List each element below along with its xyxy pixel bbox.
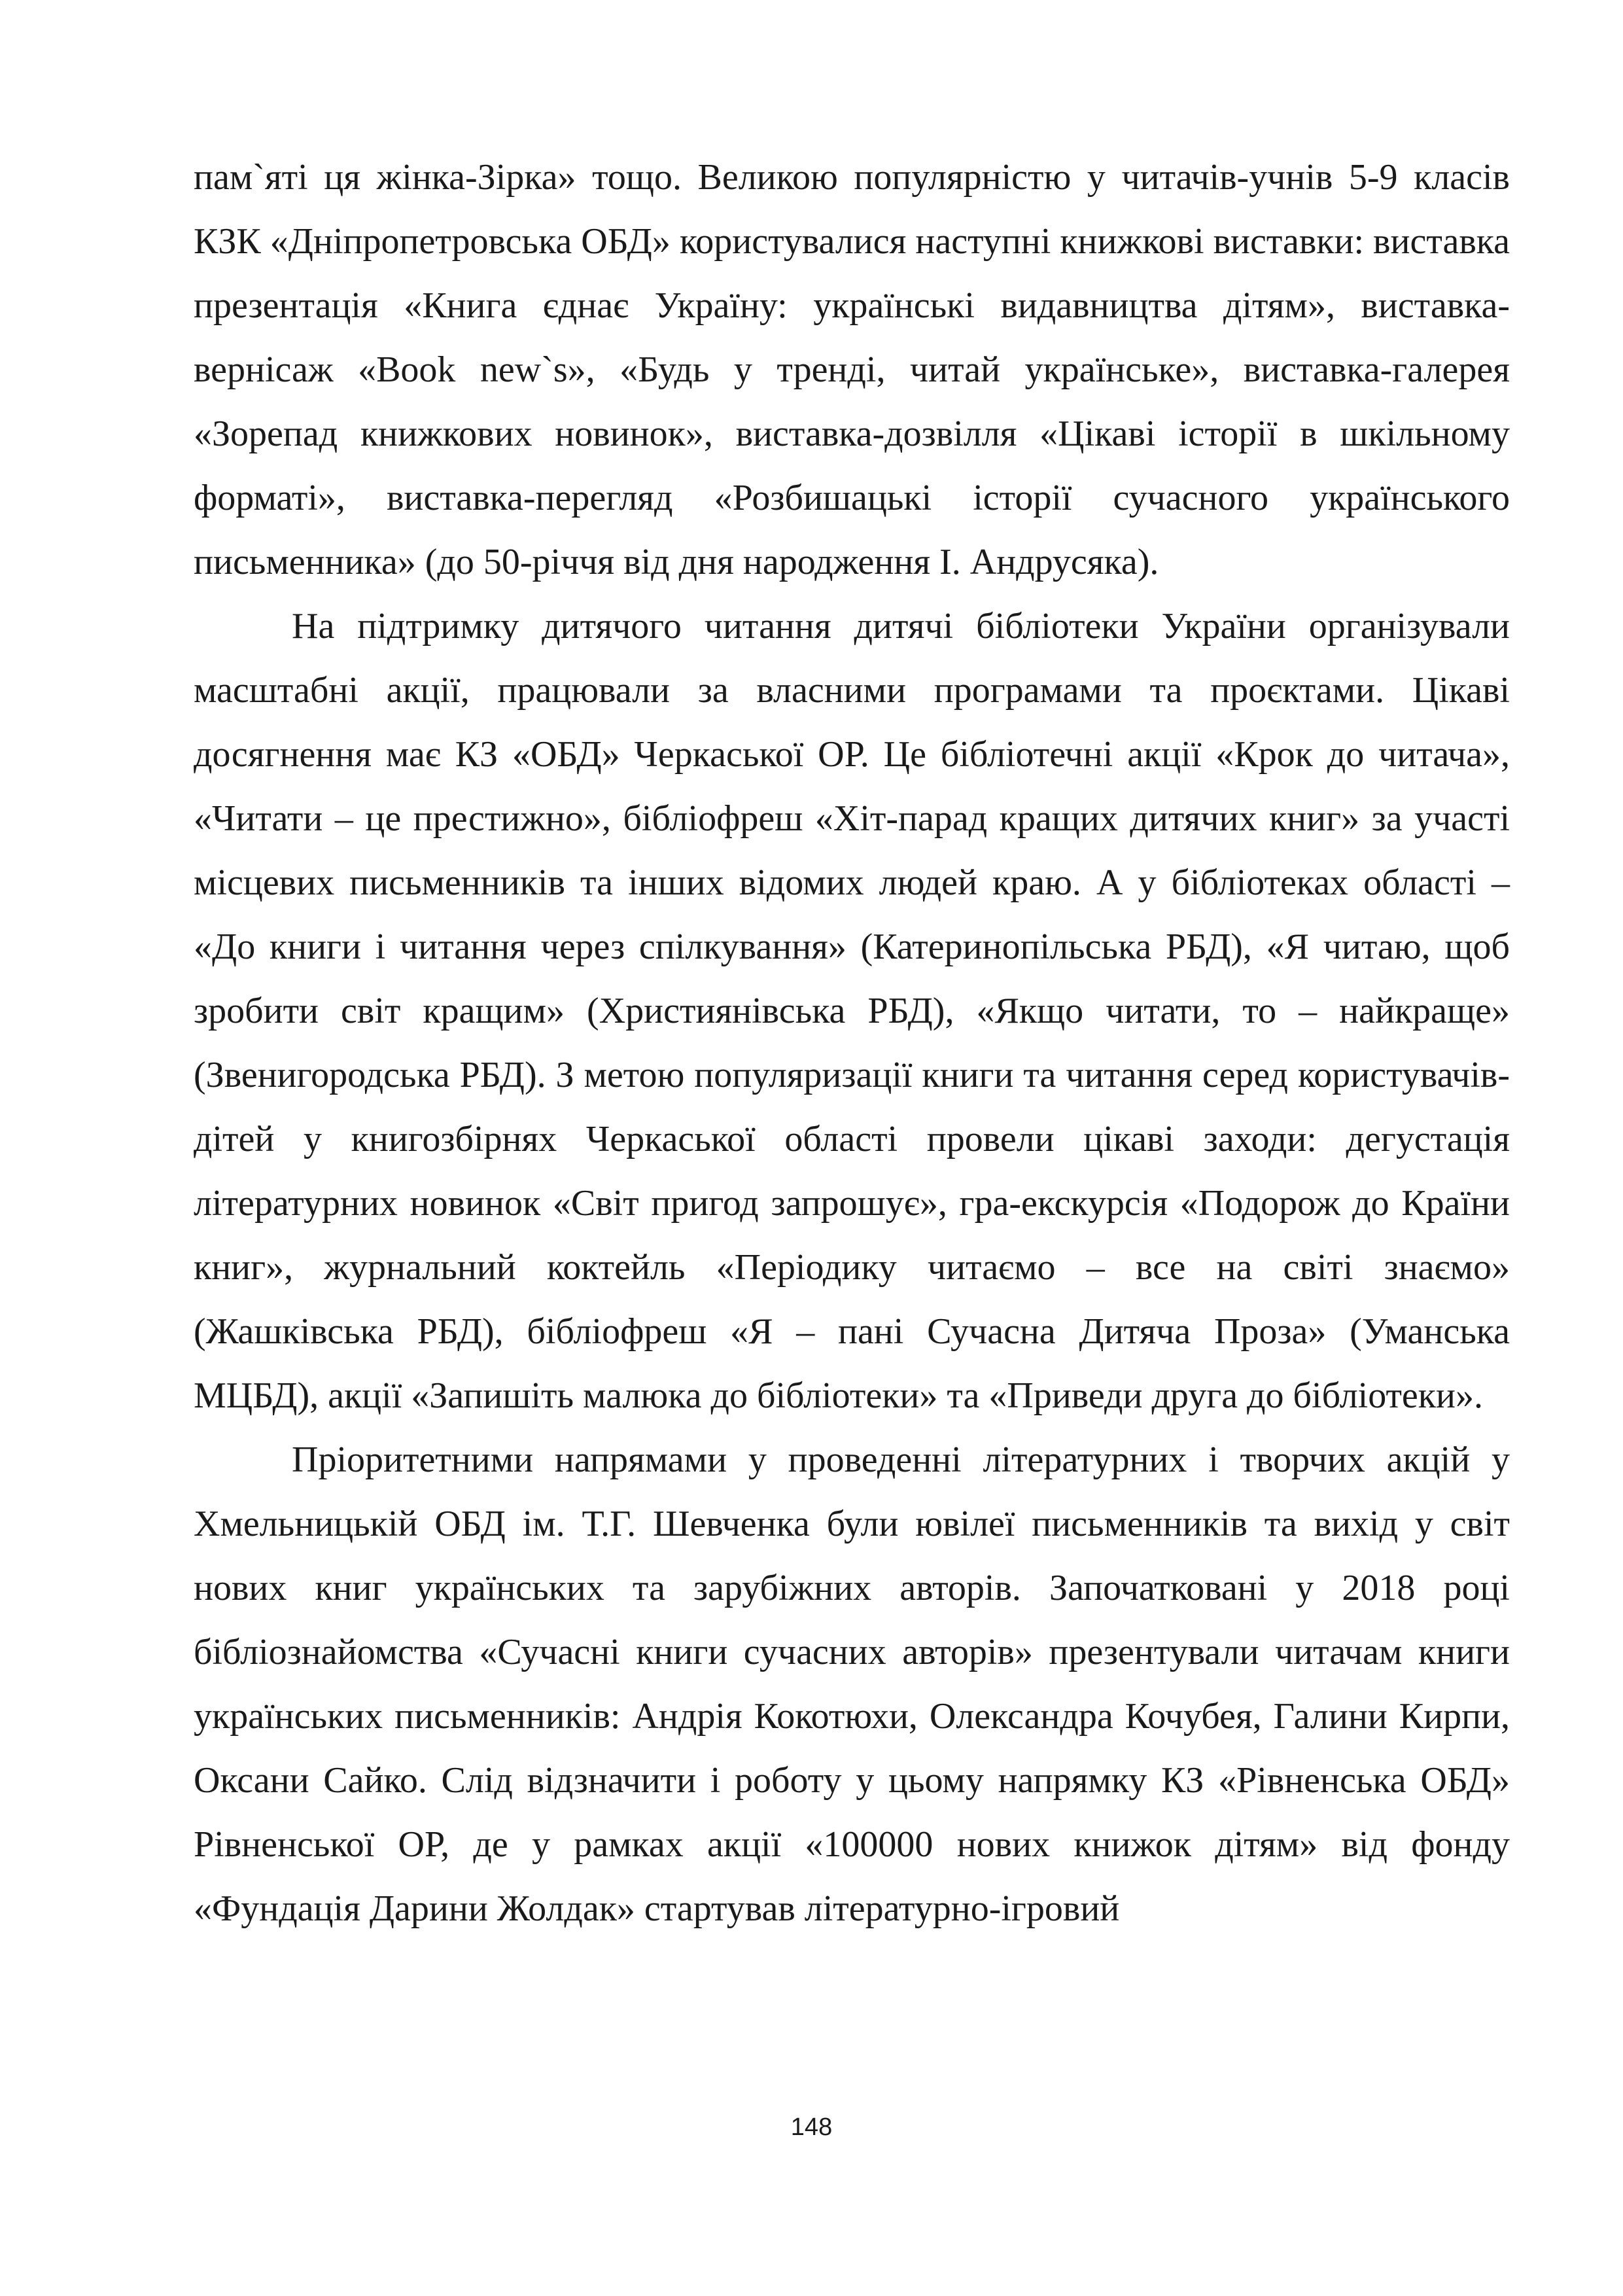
paragraph-reading-support: На підтримку дитячого читання дитячі бібліотеки України організували масштабні акції, працювали за власними програмами та проєктами. Цікаві досягнення має КЗ «ОБД» Черкаської ОР. Це бібліотечні акції «Крок до читача», «Читати – це престижно», бібліофреш «Хіт-парад кращих дитячих книг» за участі місцевих письменників та інших відомих людей краю. А у бібліотеках області – «До книги і читання через спілкування» (Катеринопільська РБД), «Я читаю, щоб зробити світ кращим» (Християнівська РБД), «Якщо читати, то – найкраще» (Звенигородська РБД). З метою популяризації книги та читання серед користувачів-дітей у книгозбірнях Черкаської області провели цікаві заходи: дегустація літературних новинок «Світ пригод запрошує», гра-екскурсія «Подорож до Країни книг», журнальний коктейль «Періодику читаємо – все на світі знаємо» (Жашківська РБД), бібліофреш «Я – пані Сучасна Дитяча Проза» (Уманська МЦБД), акції «Запишіть малюка до бібліотеки» та «Приведи друга до бібліотеки». [194,606,1510,1416]
paragraph-priority-directions: Пріоритетними напрямами у проведенні літературних і творчих акцій у Хмельницькій ОБД ім. Т.Г. Шевченка були ювілеї письменників та вихід у світ нових книг українських та зарубіжних авторів. Започатковані у 2018 році бібліознайомства «Сучасні книги сучасних авторів» презентували читачам книги українських письменників: Андрія Кокотюхи, Олександра Кочубея, Галини Кирпи, Оксани Сайко. Слід відзначити і роботу у цьому напрямку КЗ «Рівненська ОБД» Рівненської ОР, де у рамках акції «100000 нових книжок дітям» від фонду «Фундація Дарини Жолдак» стартував літературно-ігровий [194,1439,1510,1929]
page-number: 148 [790,2113,833,2141]
paragraph-continuation: пам`яті ця жінка-Зірка» тощо. Великою популярністю у читачів-учнів 5-9 класів КЗК «Дніпропетровська ОБД» користувалися наступні книжкові виставки: виставка презентація «Книга єднає Україну: українські видавництва дітям», виставка-вернісаж «Book new`s», «Будь у тренді, читай українське», виставка-галерея «Зорепад книжкових новинок», виставка-дозвілля «Цікаві історії в шкільному форматі», виставка-перегляд «Розбишацькі історії сучасного українського письменника» (до 50-річчя від дня народження І. Андрусяка). [194,157,1510,582]
body-text [194,145,1510,1941]
